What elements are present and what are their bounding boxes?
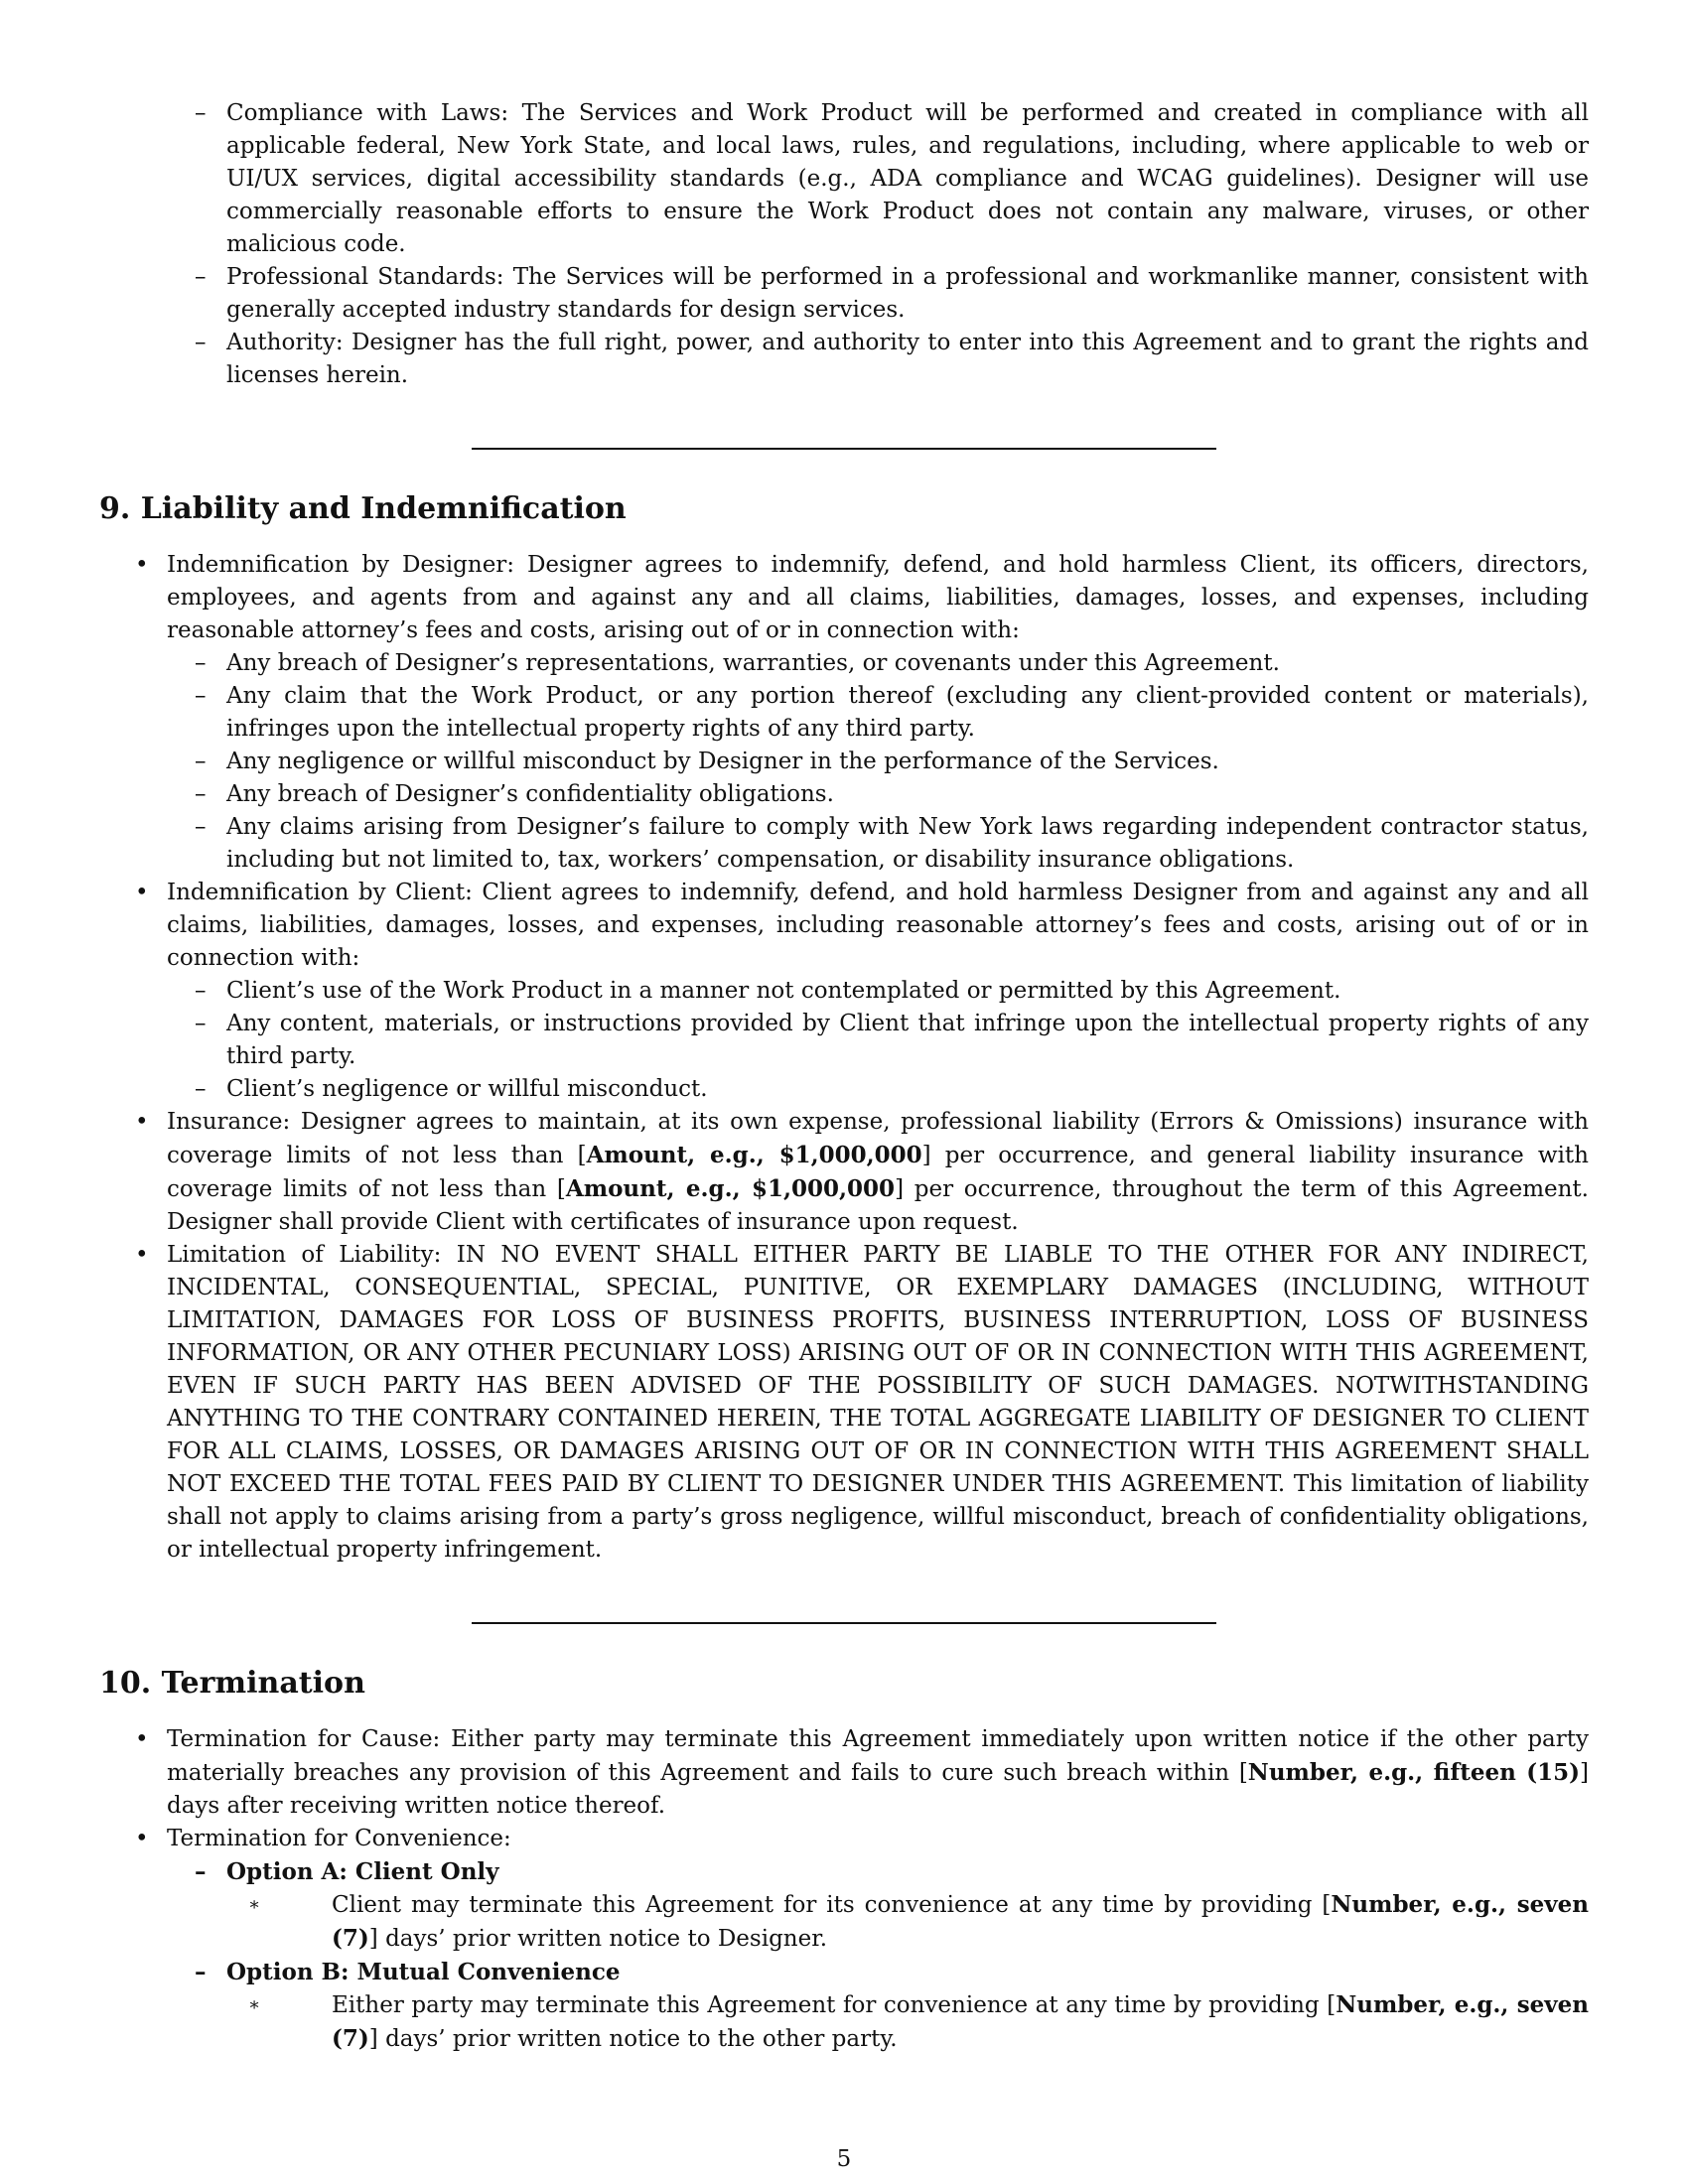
dash-marker: – — [195, 978, 207, 1004]
bullet-marker: • — [135, 1826, 149, 1851]
list-item-indemnification-designer: • Indemnification by Designer: Designer agrees to indemnify, defend, and hold harmless Client, its officers, directors, employees, and agents from and against any and all claims, liabilities, damages, losses, and expenses, including reasonable attorney’s fees and costs, arising out of or in connection with: — [99, 549, 1589, 647]
dash-marker: – — [195, 1959, 207, 1985]
dash-marker: – — [195, 749, 207, 774]
dash-marker: – — [195, 683, 207, 709]
bullet-marker: • — [135, 1109, 149, 1135]
bullet-marker: • — [135, 552, 149, 578]
placeholder-amount: Amount, e.g., $1,000,000 — [586, 1142, 922, 1168]
dash-marker: – — [195, 1858, 207, 1885]
list-item-insurance: • Insurance: Designer agrees to maintain, at its own expense, professional liability (Errors & Omissions) insurance with coverage limits of not less than [Amount, e.g., $1,000,000] per occurrence, and general liability insurance with coverage limits of not less than [Amount, e.g., $1,000,000] per occurrence, throughout the term of this Agreement. Designer shall provide Client with certificates of insurance upon request. — [99, 1106, 1589, 1239]
section-heading-liability: 9. Liability and Indemnification — [99, 491, 627, 526]
section-divider — [472, 1622, 1216, 1624]
dash-marker: – — [195, 814, 207, 840]
section-heading-termination: 10. Termination — [99, 1666, 365, 1701]
list-item: – Any claim that the Work Product, or any portion thereof (excluding any client-provided content or materials), infringes upon the intellectual property rights of any third party. — [99, 680, 1589, 746]
dash-marker: – — [195, 1076, 207, 1102]
bullet-marker: • — [135, 1242, 149, 1268]
list-item-termination-cause: • Termination for Cause: Either party may terminate this Agreement immediately upon written notice if the other party materially breaches any provision of this Agreement and fails to cure such breach within [Number, e.g., fifteen (15)] days after receiving written notice thereof. — [99, 1723, 1589, 1823]
dash-marker: – — [195, 264, 207, 290]
placeholder-number: Number, e.g., fifteen (15) — [1247, 1759, 1581, 1786]
section-divider — [472, 448, 1216, 450]
placeholder-number: Number, e.g., seven (7) — [332, 1891, 1590, 1952]
asterisk-marker: ∗ — [248, 1994, 261, 2015]
list-item: ∗ Either party may terminate this Agreement for convenience at any time by providing [Number, e.g., seven (7)] days’ prior written notice to the other party. — [99, 1988, 1589, 2056]
list-item-termination-convenience: • Termination for Convenience: — [99, 1823, 1589, 1855]
list-item: – Client’s use of the Work Product in a manner not contemplated or permitted by this Agreement. — [99, 975, 1589, 1008]
list-item: – Any negligence or willful misconduct by Designer in the performance of the Services. — [99, 746, 1589, 778]
list-item-indemnification-client: • Indemnification by Client: Client agrees to indemnify, defend, and hold harmless Designer from and against any and all claims, liabilities, damages, losses, and expenses, including reasonable attorney’s fees and costs, arising out of or in connection with: — [99, 877, 1589, 975]
placeholder-amount: Amount, e.g., $1,000,000 — [565, 1175, 896, 1202]
list-item: – Any claims arising from Designer’s failure to comply with New York laws regarding independent contractor status, including but not limited to, tax, workers’ compensation, or disability insurance obligations. — [99, 811, 1589, 877]
dash-marker: – — [195, 650, 207, 676]
page-number: 5 — [836, 2146, 852, 2172]
dash-marker: – — [195, 781, 207, 807]
dash-marker: – — [195, 330, 207, 355]
list-item: – Authority: Designer has the full right, power, and authority to enter into this Agreement and to grant the rights and licenses herein. — [99, 327, 1589, 392]
list-item: ∗ Client may terminate this Agreement for its convenience at any time by providing [Number, e.g., seven (7)] days’ prior written notice to Designer. — [99, 1888, 1589, 1956]
document-page — [99, 97, 1589, 2056]
list-item-limitation: • Limitation of Liability: IN NO EVENT SHALL EITHER PARTY BE LIABLE TO THE OTHER FOR ANY INDIRECT, INCIDENTAL, CONSEQUENTIAL, SPECIAL, PUNITIVE, OR EXEMPLARY DAMAGES (INCLUDING, WITHOUT LIMITATION, DAMAGES FOR LOSS OF BUSINESS PROFITS, BUSINESS INTERRUPTION, LOSS OF BUSINESS INFORMATION, OR ANY OTHER PECUNIARY LOSS) ARISING OUT OF OR IN CONNECTION WITH THIS AGREEMENT, EVEN IF SUCH PARTY HAS BEEN ADVISED OF THE POSSIBILITY OF SUCH DAMAGES. NOTWITHSTANDING ANYTHING TO THE CONTRARY CONTAINED HEREIN, THE TOTAL AGGREGATE LIABILITY OF DESIGNER TO CLIENT FOR ALL CLAIMS, LOSSES, OR DAMAGES ARISING OUT OF OR IN CONNECTION WITH THIS AGREEMENT SHALL NOT EXCEED THE TOTAL FEES PAID BY CLIENT TO DESIGNER UNDER THIS AGREEMENT. This limitation of liability shall not apply to claims arising from a party’s gross negligence, willful misconduct, breach of confidentiality obligations, or intellectual property infringement. — [99, 1239, 1589, 1567]
asterisk-marker: ∗ — [248, 1894, 261, 1915]
placeholder-number: Number, e.g., seven (7) — [332, 1991, 1590, 2052]
option-a-label: – Option A: Client Only — [99, 1855, 1589, 1888]
dash-marker: – — [195, 100, 207, 126]
dash-marker: – — [195, 1011, 207, 1036]
option-b-label: – Option B: Mutual Convenience — [99, 1956, 1589, 1988]
list-item: – Client’s negligence or willful misconduct. — [99, 1073, 1589, 1106]
list-item: – Any content, materials, or instructions provided by Client that infringe upon the intellectual property rights of any third party. — [99, 1008, 1589, 1073]
list-item: – Professional Standards: The Services will be performed in a professional and workmanlike manner, consistent with generally accepted industry standards for design services. — [99, 261, 1589, 327]
list-item: – Any breach of Designer’s confidentiality obligations. — [99, 778, 1589, 811]
bullet-marker: • — [135, 880, 149, 905]
list-item: – Compliance with Laws: The Services and Work Product will be performed and created in compliance with all applicable federal, New York State, and local laws, rules, and regulations, including, where applicable to web or UI/UX services, digital accessibility standards (e.g., ADA compliance and WCAG guidelines). Designer will use commercially reasonable efforts to ensure the Work Product does not contain any malware, viruses, or other malicious code. — [99, 97, 1589, 261]
list-item: – Any breach of Designer’s representations, warranties, or covenants under this Agreement. — [99, 647, 1589, 680]
bullet-marker: • — [135, 1726, 149, 1752]
